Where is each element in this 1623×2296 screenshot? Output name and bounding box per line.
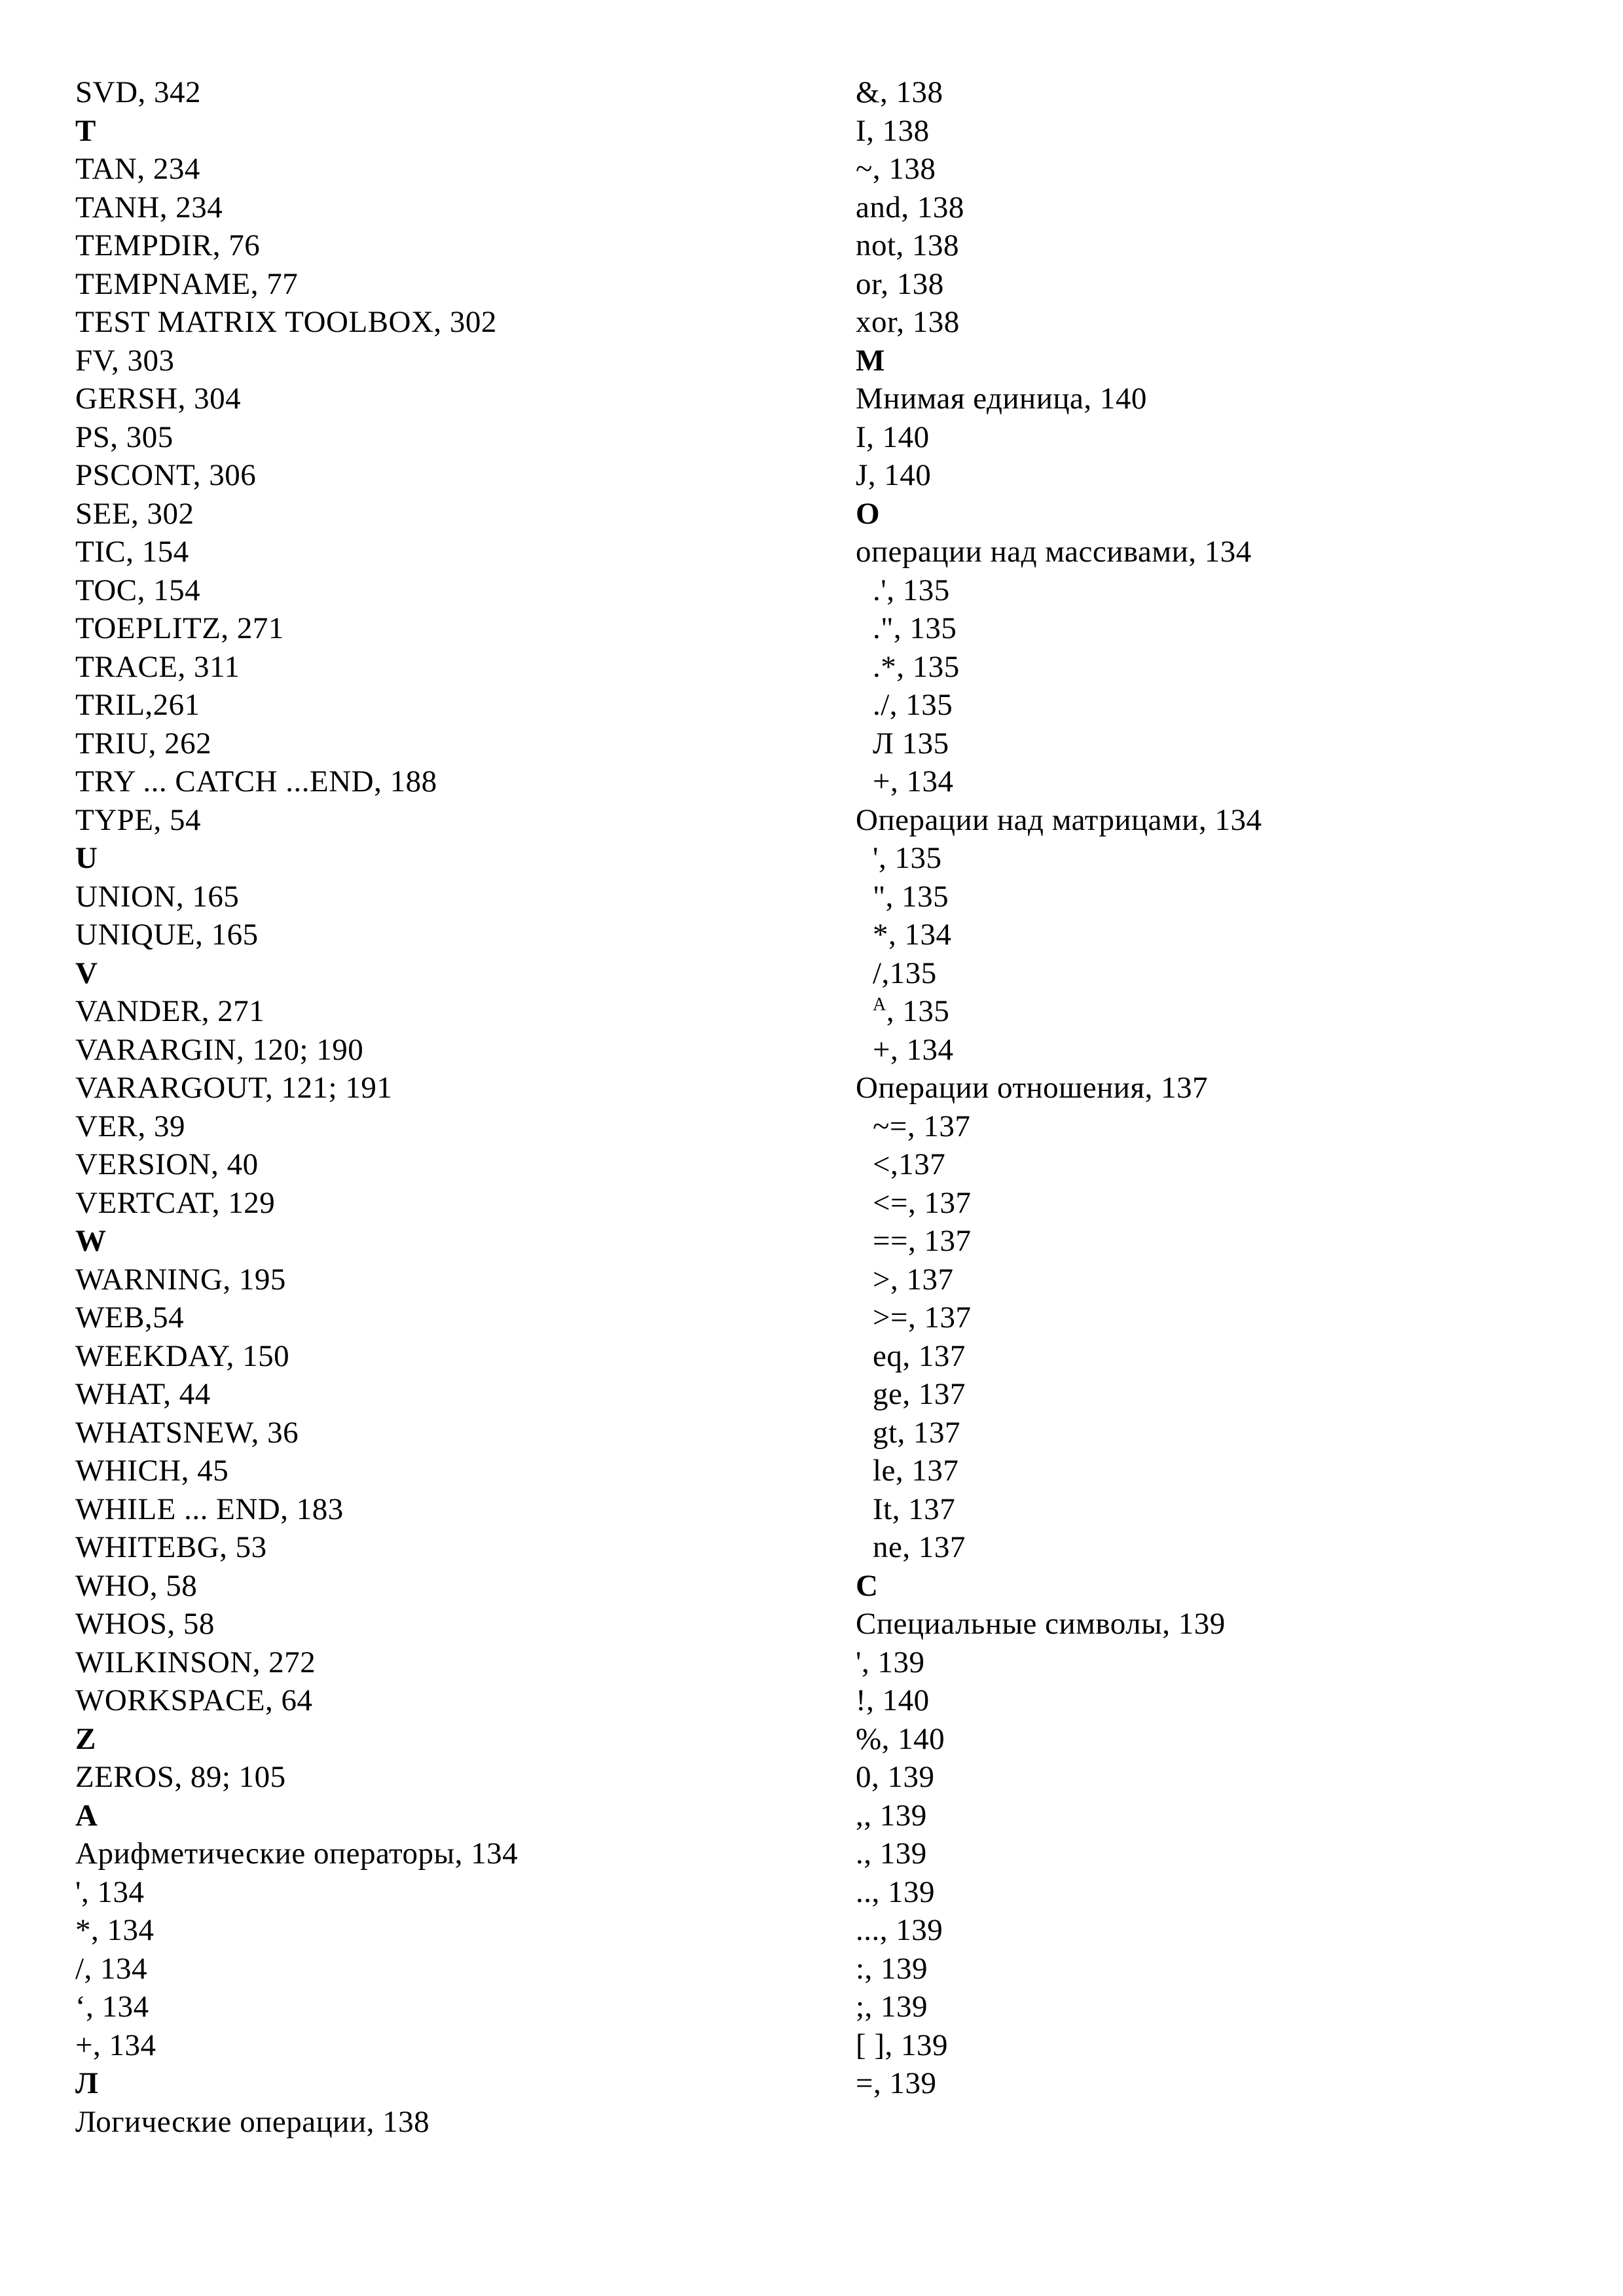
index-entry: VER, 39 [75,1109,185,1143]
index-entry: М [856,343,885,378]
index-column-left [75,73,795,2141]
index-entry: [ ], 139 [856,2028,949,2062]
index-entry: *, 134 [75,1913,155,1947]
index-entry: WEEKDAY, 150 [75,1338,290,1373]
index-entry: =, 139 [856,2066,937,2100]
index-entry: >=, 137 [873,1300,972,1335]
index-entry: TEST MATRIX TOOLBOX, 302 [75,305,497,339]
index-entry: +, 134 [75,2028,156,2062]
index-entry: Логические операции, 138 [75,2104,430,2139]
index-entry: +, 134 [873,1032,954,1067]
index-entry: *, 134 [873,918,952,952]
index-entry: ‘, 134 [75,1990,149,2024]
index-entry: WEB,54 [75,1300,185,1335]
index-entry: ., 139 [856,1837,927,1871]
index-entry: xor, 138 [856,305,960,339]
index-entry: .*, 135 [873,649,960,684]
index-entry: TIC, 154 [75,535,189,569]
index-entry: ,, 139 [856,1798,927,1833]
index-entry: gt, 137 [873,1415,961,1450]
index-entry: /, 134 [75,1951,148,1986]
index-entry: W [75,1224,107,1258]
index-entry: ~=, 137 [873,1109,971,1143]
index-entry: ", 135 [873,879,949,914]
index-entry: TRIU, 262 [75,726,212,761]
index-entry: TAN, 234 [75,152,200,186]
index-entry: WHOS, 58 [75,1607,215,1641]
index-entry: С [856,1568,879,1603]
index-entry: PSCONT, 306 [75,458,257,492]
index-entry: WHO, 58 [75,1568,198,1603]
index-entry: Л 135 [873,726,949,761]
index-entry: ', 134 [75,1874,145,1909]
index-entry: J, 140 [856,458,932,492]
index-entry: О [856,496,881,531]
index-entry: VARARGOUT, 121; 191 [75,1071,393,1105]
index-entry: .", 135 [873,611,957,645]
index-entry: /,135 [873,956,937,990]
index-entry: ne, 137 [873,1530,966,1564]
index-entry: WHATSNEW, 36 [75,1415,299,1450]
index-entry: <,137 [873,1147,946,1181]
index-entry: &, 138 [856,75,943,109]
index-entry: T [75,113,96,148]
index-entry: Операции над матрицами, 134 [856,802,1262,837]
index-entry: SEE, 302 [75,496,194,531]
index-entry: WHICH, 45 [75,1454,229,1488]
index-entry: FV, 303 [75,343,175,378]
index-entry: ge, 137 [873,1377,966,1411]
index-entry: +, 134 [873,764,954,798]
index-entry: >, 137 [873,1262,954,1297]
index-entry: It, 137 [873,1492,956,1526]
index-entry: :, 139 [856,1951,928,1986]
index-entry: %, 140 [856,1721,945,1756]
index-entry: le, 137 [873,1454,959,1488]
caret-superscript: A [873,994,886,1015]
index-entry: TRY ... CATCH ...END, 188 [75,764,437,798]
index-entry: WILKINSON, 272 [75,1645,316,1679]
index-entry: I, 140 [856,420,930,454]
index-entry: Л [75,2066,99,2100]
index-entry: VARARGIN, 120; 190 [75,1032,364,1067]
index-entry: TEMPNAME, 77 [75,266,299,301]
index-entry: 0, 139 [856,1760,935,1794]
index-entry: WORKSPACE, 64 [75,1683,313,1717]
index-entry: Z [75,1721,96,1756]
index-entry: WHITEBG, 53 [75,1530,267,1564]
index-entry: UNIQUE, 165 [75,918,259,952]
index-entry: Специальные символы, 139 [856,1607,1226,1641]
index-entry: TEMPDIR, 76 [75,228,261,262]
index-entry: U [75,841,98,875]
index-entry: TOC, 154 [75,573,201,607]
index-entry: V [75,956,98,990]
index-entry: А [75,1798,98,1833]
index-entry: or, 138 [856,266,944,301]
index-entry: SVD, 342 [75,75,202,109]
index-entry: GERSH, 304 [75,382,242,416]
index-entry: Арифметические операторы, 134 [75,1837,519,1871]
index-entry: WHAT, 44 [75,1377,211,1411]
index-entry: .', 135 [873,573,950,607]
index-column-right [856,73,1576,2103]
index-entry: <=, 137 [873,1185,972,1220]
index-entry: UNION, 165 [75,879,240,914]
index-entry: eq, 137 [873,1338,966,1373]
index-entry: WHILE ... END, 183 [75,1492,344,1526]
index-entry: TYPE, 54 [75,802,201,837]
index-entry: I, 138 [856,113,930,148]
index-entry: not, 138 [856,228,960,262]
index-entry: Мнимая единица, 140 [856,382,1147,416]
index-entry: TOEPLITZ, 271 [75,611,284,645]
index-entry: Операции отношения, 137 [856,1071,1209,1105]
index-entry: ./, 135 [873,688,953,722]
index-entry: !, 140 [856,1683,930,1717]
index-entry-text: , 135 [886,994,950,1028]
index-entry: ~, 138 [856,152,936,186]
index-entry: ..., 139 [856,1913,943,1947]
index-entry: WARNING, 195 [75,1262,286,1297]
index-entry: операции над массивами, 134 [856,535,1252,569]
index-entry: TRIL,261 [75,688,200,722]
index-entry [856,992,1576,1031]
index-entry: VERTCAT, 129 [75,1185,276,1220]
index-entry: ZEROS, 89; 105 [75,1760,286,1794]
index-entry: .., 139 [856,1874,935,1909]
index-entry: ;, 139 [856,1990,928,2024]
index-entry: and, 138 [856,190,964,224]
index-entry: ', 139 [856,1645,925,1679]
index-entry: TANH, 234 [75,190,223,224]
index-entry: VERSION, 40 [75,1147,259,1181]
index-entry: ==, 137 [873,1224,972,1258]
index-entry: PS, 305 [75,420,173,454]
index-entry: VANDER, 271 [75,994,265,1028]
index-entry: TRACE, 311 [75,649,240,684]
index-entry: ', 135 [873,841,942,875]
